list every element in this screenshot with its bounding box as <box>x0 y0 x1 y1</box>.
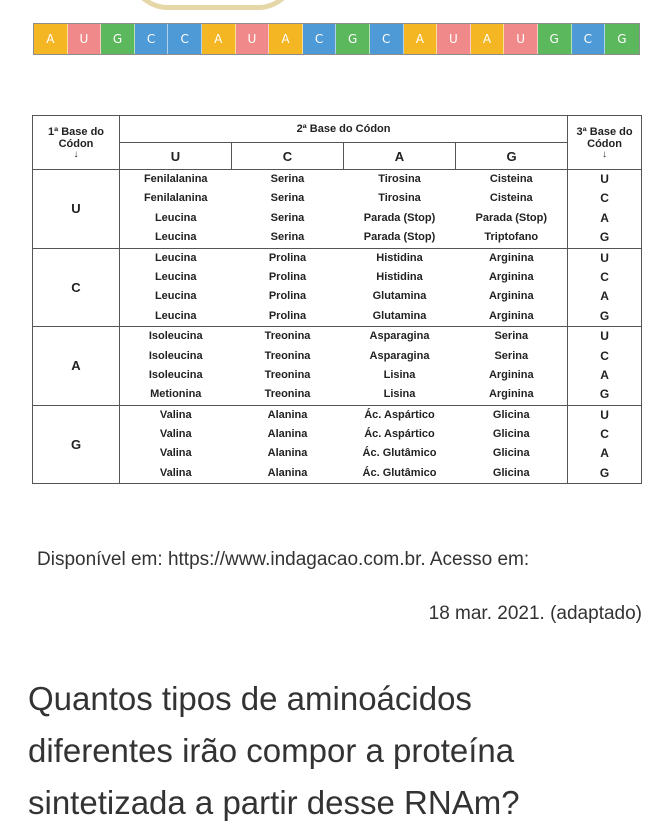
amino-acid-cell: Arginina <box>488 388 534 401</box>
amino-acid-group <box>456 170 568 249</box>
amino-acid-cell: Ác. Glutâmico <box>362 466 437 479</box>
amino-acid-cell: Prolina <box>268 270 307 283</box>
amino-acid-cell: Ác. Glutâmico <box>362 447 437 460</box>
amino-acid-cell: Glicina <box>492 466 530 479</box>
amino-acid-cell: Arginina <box>488 309 534 322</box>
amino-acid-cell: Asparagina <box>369 349 430 362</box>
amino-acid-group <box>232 405 344 484</box>
amino-acid-cell: Treonina <box>264 388 311 401</box>
codon-table-body <box>33 170 642 484</box>
nucleotide-g: G <box>538 24 572 54</box>
amino-acid-cell: Arginina <box>488 251 534 264</box>
amino-acid-cell: Leucina <box>154 309 197 322</box>
nucleotide-g: G <box>336 24 370 54</box>
first-base-header-text: 1ª Base do Códon <box>47 125 105 150</box>
amino-acid-cell: Alanina <box>267 447 308 460</box>
amino-acid-cell: Parada (Stop) <box>475 211 548 224</box>
amino-acid-cell: Tirosina <box>378 173 421 185</box>
nucleotide-g: G <box>101 24 135 54</box>
nucleotide-u: U <box>236 24 270 54</box>
amino-acid-group <box>344 248 456 327</box>
codon-table <box>32 115 642 484</box>
third-base-letter: C <box>600 427 609 442</box>
first-base-c: C <box>33 248 120 327</box>
amino-acid-cell: Parada (Stop) <box>363 211 436 224</box>
amino-acid-cell: Glicina <box>492 447 530 460</box>
nucleotide-u: U <box>504 24 538 54</box>
second-base-c: C <box>232 143 344 170</box>
amino-acid-cell: Triptofano <box>484 231 539 244</box>
top-decorative-pill <box>128 0 298 10</box>
first-base-g: G <box>33 405 120 484</box>
amino-acid-group <box>232 170 344 249</box>
nucleotide-a: A <box>202 24 236 54</box>
third-base-group <box>568 248 642 327</box>
question-line: sintetizada a partir desse RNAm? <box>28 784 520 821</box>
question-text <box>28 673 638 829</box>
down-arrow-icon: ↓ <box>73 148 79 160</box>
question-line: Quantos tipos de aminoácidos <box>28 680 472 717</box>
amino-acid-cell: Prolina <box>268 309 307 322</box>
nucleotide-c: C <box>370 24 404 54</box>
third-base-letter: G <box>599 308 610 323</box>
amino-acid-cell: Lisina <box>383 368 416 381</box>
amino-acid-cell: Valina <box>159 408 192 421</box>
amino-acid-cell: Treonina <box>264 349 311 362</box>
amino-acid-cell: Serina <box>270 173 305 185</box>
amino-acid-cell: Leucina <box>154 251 197 264</box>
amino-acid-group <box>232 327 344 406</box>
amino-acid-cell: Treonina <box>264 330 311 343</box>
source-citation-line1: Disponível em: https://www.indagacao.com.br. Acesso em: <box>37 549 530 570</box>
second-base-a: A <box>344 143 456 170</box>
amino-acid-cell: Serina <box>270 231 305 244</box>
third-base-letter: A <box>600 446 609 461</box>
third-base-group <box>568 327 642 406</box>
amino-acid-group <box>344 405 456 484</box>
first-base-u: U <box>33 170 120 249</box>
amino-acid-cell: Leucina <box>154 231 197 244</box>
amino-acid-cell: Serina <box>270 211 305 224</box>
nucleotide-c: C <box>303 24 337 54</box>
amino-acid-cell: Histidina <box>376 270 423 283</box>
amino-acid-cell: Valina <box>159 447 192 460</box>
second-base-header: 2ª Base do Códon <box>120 116 568 143</box>
amino-acid-group <box>120 248 232 327</box>
first-base-a: A <box>33 327 120 406</box>
third-base-letter: A <box>600 210 609 225</box>
second-base-g: G <box>456 143 568 170</box>
third-base-letter: G <box>599 387 610 402</box>
third-base-letter: G <box>599 465 610 480</box>
third-base-letter: U <box>600 329 609 344</box>
amino-acid-group <box>232 248 344 327</box>
third-base-header <box>568 116 642 170</box>
amino-acid-cell: Arginina <box>488 270 534 283</box>
amino-acid-group <box>456 405 568 484</box>
amino-acid-group <box>120 327 232 406</box>
amino-acid-cell: Parada (Stop) <box>363 231 436 244</box>
amino-acid-cell: Serina <box>270 192 305 205</box>
nucleotide-u: U <box>68 24 102 54</box>
amino-acid-cell: Glicina <box>492 428 530 441</box>
third-base-letter: U <box>600 250 609 265</box>
nucleotide-c: C <box>572 24 606 54</box>
nucleotide-u: U <box>437 24 471 54</box>
amino-acid-cell: Metionina <box>150 388 202 401</box>
amino-acid-cell: Treonina <box>264 368 311 381</box>
amino-acid-cell: Glutamina <box>372 309 427 322</box>
amino-acid-cell: Asparagina <box>369 330 430 343</box>
third-base-letter: C <box>600 348 609 363</box>
amino-acid-cell: Isoleucina <box>148 330 203 343</box>
amino-acid-cell: Alanina <box>267 428 308 441</box>
amino-acid-cell: Arginina <box>488 290 534 303</box>
amino-acid-cell: Prolina <box>268 290 307 303</box>
amino-acid-cell: Alanina <box>267 466 308 479</box>
amino-acid-cell: Glicina <box>492 408 530 421</box>
third-base-group <box>568 405 642 484</box>
nucleotide-a: A <box>269 24 303 54</box>
amino-acid-cell: Cisteina <box>489 192 533 205</box>
first-base-header <box>33 116 120 170</box>
amino-acid-cell: Isoleucina <box>148 368 203 381</box>
third-base-letter: U <box>600 172 609 186</box>
amino-acid-cell: Alanina <box>267 408 308 421</box>
nucleotide-c: C <box>168 24 202 54</box>
amino-acid-cell: Valina <box>159 428 192 441</box>
nucleotide-a: A <box>471 24 505 54</box>
third-base-letter: U <box>600 407 609 422</box>
amino-acid-group <box>344 170 456 249</box>
amino-acid-cell: Serina <box>494 349 529 362</box>
nucleotide-a: A <box>404 24 438 54</box>
amino-acid-cell: Prolina <box>268 251 307 264</box>
nucleotide-c: C <box>135 24 169 54</box>
amino-acid-cell: Fenilalanina <box>143 192 208 205</box>
amino-acid-cell: Isoleucina <box>148 349 203 362</box>
amino-acid-cell: Lisina <box>383 388 416 401</box>
amino-acid-group <box>120 405 232 484</box>
third-base-letter: A <box>600 289 609 304</box>
down-arrow-icon: ↓ <box>602 148 608 160</box>
third-base-letter: A <box>600 367 609 382</box>
mrna-sequence-strip <box>33 23 640 55</box>
third-base-header-text: 3ª Base do Códon <box>576 125 633 150</box>
amino-acid-cell: Arginina <box>488 368 534 381</box>
third-base-letter: C <box>600 191 609 206</box>
nucleotide-a: A <box>34 24 68 54</box>
amino-acid-cell: Histidina <box>376 251 423 264</box>
amino-acid-cell: Ác. Aspártico <box>364 428 435 441</box>
amino-acid-cell: Leucina <box>154 211 197 224</box>
amino-acid-group <box>456 248 568 327</box>
third-base-letter: G <box>599 230 610 245</box>
second-base-u: U <box>120 143 232 170</box>
amino-acid-group <box>120 170 232 249</box>
amino-acid-cell: Tirosina <box>378 192 421 205</box>
amino-acid-cell: Valina <box>159 466 192 479</box>
amino-acid-group <box>456 327 568 406</box>
amino-acid-group <box>344 327 456 406</box>
source-citation-line2: 18 mar. 2021. (adaptado) <box>428 603 642 624</box>
amino-acid-cell: Leucina <box>154 290 197 303</box>
amino-acid-cell: Fenilalanina <box>143 173 208 185</box>
question-line: diferentes irão compor a proteína <box>28 732 515 769</box>
amino-acid-cell: Glutamina <box>372 290 427 303</box>
nucleotide-g: G <box>605 24 639 54</box>
third-base-letter: C <box>600 269 609 284</box>
amino-acid-cell: Leucina <box>154 270 197 283</box>
amino-acid-cell: Cisteina <box>489 173 533 185</box>
amino-acid-cell: Ác. Aspártico <box>364 408 435 421</box>
amino-acid-cell: Serina <box>494 330 529 343</box>
third-base-group <box>568 170 642 249</box>
